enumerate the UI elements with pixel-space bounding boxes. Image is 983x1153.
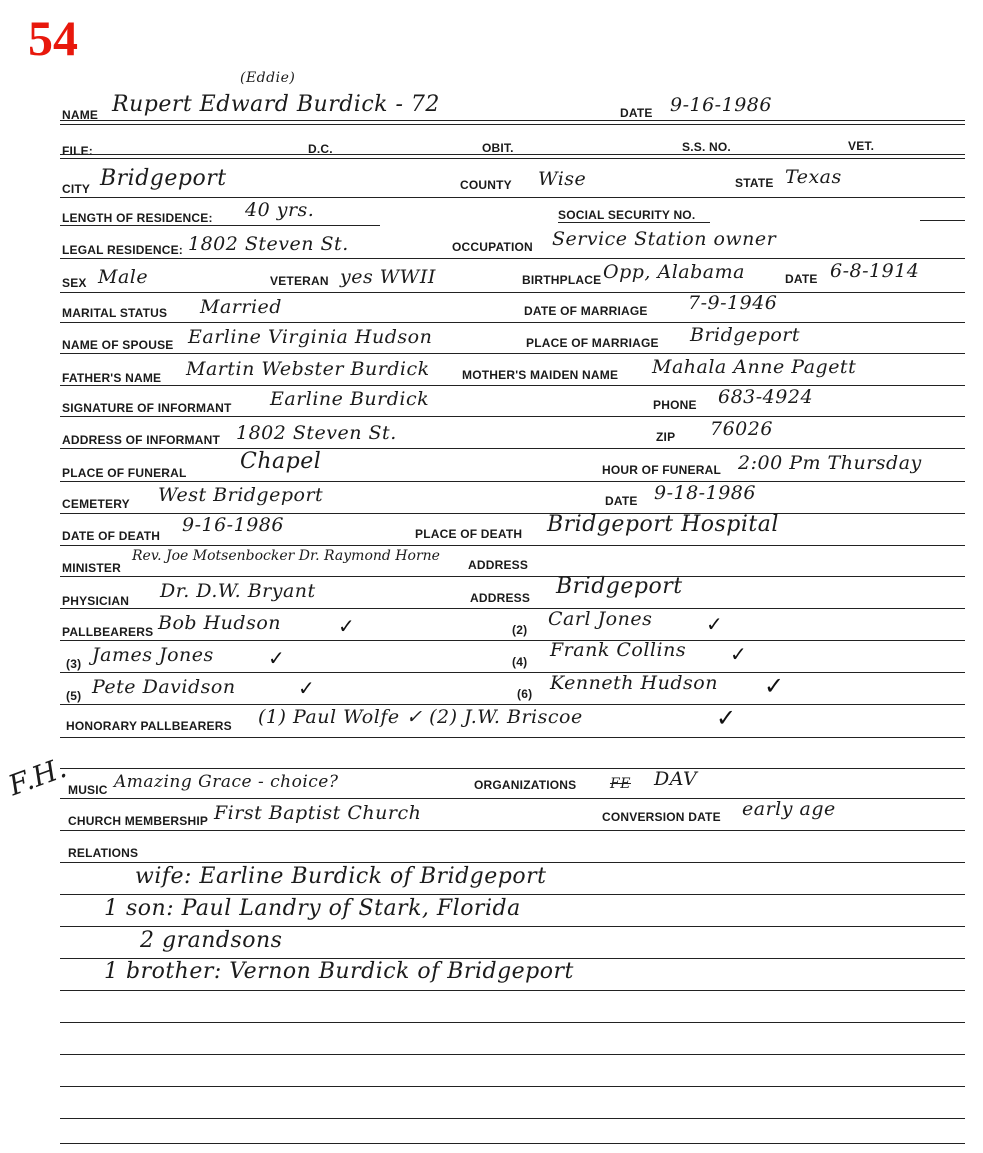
value-place-of-marriage: Bridgeport: [690, 324, 801, 346]
label-veteran: VETERAN: [270, 274, 329, 288]
nickname-handwriting: (Eddie): [240, 70, 296, 86]
relation-line: 2 grandsons: [140, 928, 283, 953]
rule-physician: [60, 608, 965, 609]
value-place-of-funeral: Chapel: [240, 449, 322, 474]
rule-honorary-pallbearers: [60, 737, 965, 738]
value-pallbearer-4: Frank Collins: [550, 639, 687, 661]
value-physician-address: Bridgeport: [556, 574, 683, 599]
label-relations: RELATIONS: [68, 846, 139, 860]
check-pallbearer-4: ✓: [730, 642, 747, 666]
value-date-of-death: 9-16-1986: [182, 514, 284, 536]
label-obit: OBIT.: [482, 141, 514, 155]
label-cemetery-date: DATE: [605, 494, 638, 508]
label-date-of-marriage: DATE OF MARRIAGE: [524, 304, 648, 318]
rule-relation-9: [60, 1143, 965, 1144]
label-occupation: OCCUPATION: [452, 240, 533, 254]
rule-signature-informant: [60, 416, 965, 417]
label-conversion-date: CONVERSION DATE: [602, 810, 721, 824]
check-pallbearer-6: ✓: [764, 672, 785, 700]
value-date: 9-16-1986: [670, 94, 772, 116]
label-ssno: S.S. NO.: [682, 140, 731, 154]
value-birthplace: Opp, Alabama: [603, 261, 745, 283]
value-cemetery-date: 9-18-1986: [654, 482, 756, 504]
label-fathers-name: FATHER'S NAME: [62, 371, 162, 385]
rule-name: [60, 120, 965, 125]
rule-relation-8: [60, 1118, 965, 1119]
value-date-of-marriage: 7-9-1946: [688, 292, 778, 314]
label-marital-status: MARITAL STATUS: [62, 306, 168, 320]
rule-legal-residence: [60, 258, 965, 259]
label-physician-address: ADDRESS: [470, 591, 531, 605]
label-birthplace: BIRTHPLACE: [522, 273, 602, 287]
label-name-of-spouse: NAME OF SPOUSE: [62, 338, 174, 352]
label-pallbearers: PALLBEARERS: [62, 625, 154, 639]
label-organizations: ORGANIZATIONS: [474, 778, 577, 792]
label-minister-address: ADDRESS: [468, 558, 529, 572]
check-pallbearer-5: ✓: [298, 676, 315, 700]
label-church-membership: CHURCH MEMBERSHIP: [68, 814, 209, 828]
value-length-residence: 40 yrs.: [245, 199, 315, 221]
rule-file: [60, 154, 965, 159]
label-music: MUSIC: [68, 783, 108, 797]
rule-blank-1: [60, 768, 965, 769]
value-place-of-death: Bridgeport Hospital: [547, 512, 779, 537]
value-county: Wise: [538, 168, 587, 190]
rule-minister: [60, 576, 965, 577]
label-place-of-death: PLACE OF DEATH: [415, 527, 523, 541]
label-pallbearer-6: (6): [517, 687, 533, 701]
label-name: NAME: [62, 108, 99, 122]
relation-line: wife: Earline Burdick of Bridgeport: [135, 864, 547, 889]
value-name: Rupert Edward Burdick - 72: [112, 92, 440, 117]
value-sex: Male: [98, 266, 149, 288]
rule-relation-4: [60, 990, 965, 991]
value-phone: 683-4924: [718, 386, 814, 408]
label-date-of-death: DATE OF DEATH: [62, 529, 161, 543]
label-phone: PHONE: [653, 398, 697, 412]
value-address-informant: 1802 Steven St.: [236, 422, 397, 444]
page-number: 54: [28, 10, 78, 66]
label-city: CITY: [62, 182, 91, 196]
rule-social-security-end: [920, 220, 965, 221]
value-veteran: yes WWII: [340, 266, 436, 288]
label-file: FILE:: [62, 144, 93, 158]
rule-relation-2: [60, 926, 965, 927]
relation-line: 1 son: Paul Landry of Stark, Florida: [104, 896, 521, 921]
label-hour-of-funeral: HOUR OF FUNERAL: [602, 463, 721, 477]
rule-relation-5: [60, 1022, 965, 1023]
value-marital-status: Married: [200, 296, 282, 318]
label-social-security: SOCIAL SECURITY NO.: [558, 208, 696, 222]
label-pallbearer-4: (4): [512, 655, 528, 669]
value-pallbearer-6: Kenneth Hudson: [550, 672, 718, 694]
rule-relation-6: [60, 1054, 965, 1055]
value-minister: Rev. Joe Motsenbocker Dr. Raymond Horne: [132, 548, 440, 564]
value-mothers-maiden-name: Mahala Anne Pagett: [652, 356, 857, 378]
label-minister: MINISTER: [62, 561, 121, 575]
check-honorary-pallbearers: ✓: [716, 704, 737, 732]
rule-place-of-funeral: [60, 481, 965, 482]
rule-pallbearers-3: [60, 704, 965, 705]
value-pallbearer-5: Pete Davidson: [92, 676, 236, 698]
value-fathers-name: Martin Webster Burdick: [186, 358, 430, 380]
rule-relations: [60, 862, 965, 863]
fh-margin-note: F.H.: [4, 750, 72, 803]
label-state: STATE: [735, 176, 774, 190]
label-zip: ZIP: [656, 430, 676, 444]
label-place-of-funeral: PLACE OF FUNERAL: [62, 466, 187, 480]
value-name-of-spouse: Earline Virginia Hudson: [188, 326, 433, 348]
label-legal-residence: LEGAL RESIDENCE:: [62, 243, 183, 257]
value-signature-informant: Earline Burdick: [270, 388, 430, 410]
rule-sex: [60, 292, 965, 293]
value-church-membership: First Baptist Church: [214, 802, 422, 824]
value-pallbearer-1: Bob Hudson: [158, 612, 281, 634]
value-organizations: DAV: [654, 768, 698, 790]
value-zip: 76026: [710, 418, 773, 440]
value-music: Amazing Grace - choice?: [114, 772, 339, 792]
check-pallbearer-2: ✓: [706, 612, 723, 636]
rule-relation-1: [60, 894, 965, 895]
label-signature-informant: SIGNATURE OF INFORMANT: [62, 401, 232, 415]
rule-pallbearers-1: [60, 640, 965, 641]
rule-relation-7: [60, 1086, 965, 1087]
relation-line: 1 brother: Vernon Burdick of Bridgeport: [104, 959, 574, 984]
rule-social-security-underline: [558, 222, 710, 223]
label-pallbearer-3: (3): [66, 657, 82, 671]
value-organizations-struck: FE: [610, 776, 631, 792]
label-address-informant: ADDRESS OF INFORMANT: [62, 433, 220, 447]
label-cemetery: CEMETERY: [62, 497, 130, 511]
value-state: Texas: [785, 166, 842, 188]
rule-church-membership: [60, 830, 965, 831]
value-legal-residence: 1802 Steven St.: [188, 233, 349, 255]
label-date: DATE: [620, 106, 653, 120]
value-occupation: Service Station owner: [552, 228, 777, 250]
value-birth-date: 6-8-1914: [830, 260, 920, 282]
rule-pallbearers-2: [60, 672, 965, 673]
check-pallbearer-1: ✓: [338, 614, 355, 638]
value-pallbearer-2: Carl Jones: [548, 608, 653, 630]
value-city: Bridgeport: [100, 166, 227, 191]
label-vet: VET.: [848, 139, 875, 153]
rule-address-informant: [60, 448, 965, 449]
check-pallbearer-3: ✓: [268, 646, 285, 670]
rule-fathers-name: [60, 385, 965, 386]
rule-marital-status: [60, 322, 965, 323]
rule-city: [60, 197, 965, 198]
rule-date-of-death: [60, 545, 965, 546]
rule-length-residence: [60, 225, 380, 226]
rule-name-of-spouse: [60, 353, 965, 354]
value-pallbearer-3: James Jones: [92, 644, 214, 666]
label-length-residence: LENGTH OF RESIDENCE:: [62, 211, 213, 225]
label-pallbearer-5: (5): [66, 689, 82, 703]
label-birth-date: DATE: [785, 272, 818, 286]
label-mothers-maiden-name: MOTHER'S MAIDEN NAME: [462, 368, 619, 382]
value-cemetery: West Bridgeport: [158, 484, 324, 506]
value-hour-of-funeral: 2:00 Pm Thursday: [738, 452, 922, 474]
value-conversion-date: early age: [742, 798, 836, 820]
label-county: COUNTY: [460, 178, 512, 192]
value-physician: Dr. D.W. Bryant: [160, 580, 316, 602]
label-honorary-pallbearers: HONORARY PALLBEARERS: [66, 719, 232, 733]
label-sex: SEX: [62, 276, 87, 290]
label-physician: PHYSICIAN: [62, 594, 130, 608]
label-place-of-marriage: PLACE OF MARRIAGE: [526, 336, 659, 350]
value-honorary-pallbearers: (1) Paul Wolfe ✓ (2) J.W. Briscoe: [258, 706, 583, 728]
label-dc: D.C.: [308, 142, 333, 156]
label-pallbearer-2: (2): [512, 623, 528, 637]
